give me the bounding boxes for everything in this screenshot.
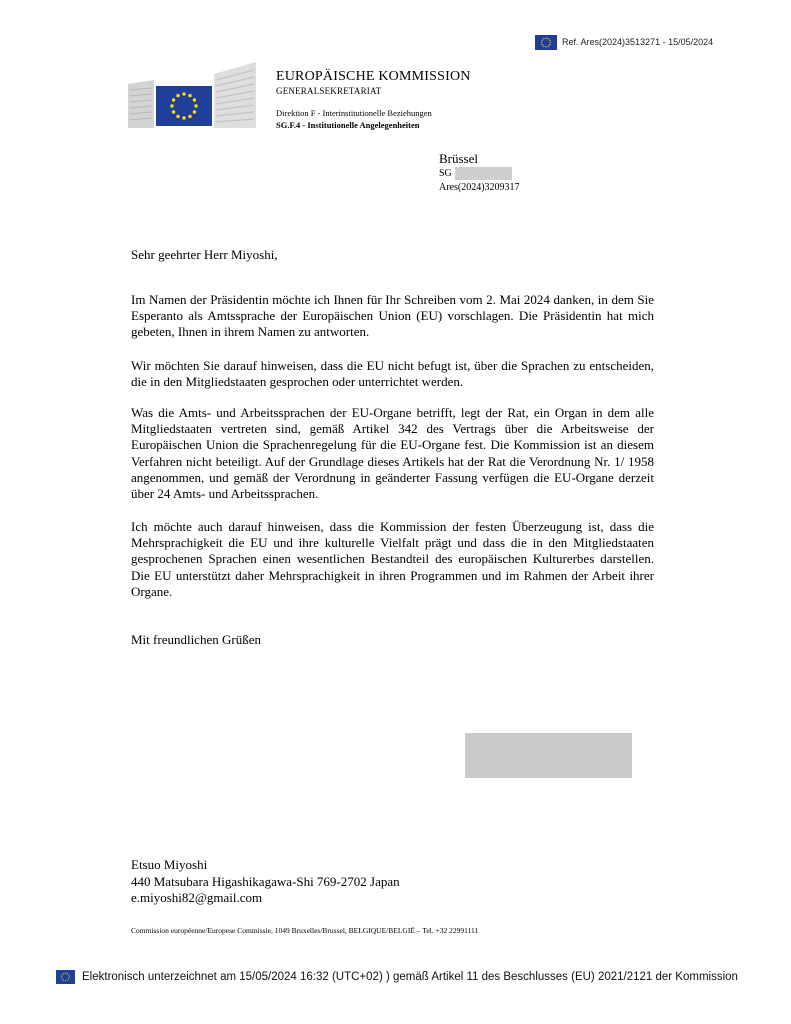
eu-flag-icon (56, 970, 75, 984)
directorate-name: Direktion F - Interinstitutionelle Beziehungen (276, 108, 432, 118)
signature-redaction-box (465, 733, 632, 778)
recipient-email: e.miyoshi82@gmail.com (131, 890, 263, 905)
body-paragraph: Im Namen der Präsidentin möchte ich Ihnen für Ihr Schreiben vom 2. Mai 2024 danken, in dem Sie Esperanto als Amtssprache der Europäischen Union (EU) vorschlagen. Die Präsidentin hat mich gebeten, Ihnen in ihrem Namen zu antworten. (131, 292, 654, 340)
reference-stamp: Ref. Ares(2024)3513271 - 15/05/2024 (562, 37, 714, 47)
salutation: Sehr geehrter Herr Miyoshi, (131, 247, 278, 262)
redaction-box (455, 167, 512, 180)
unit-name: SG.F.4 - Institutionelle Angelegenheiten (276, 120, 420, 130)
eu-flag-icon (535, 35, 557, 50)
body-paragraph: Was die Amts- und Arbeitssprachen der EU-Organe betrifft, legt der Rat, ein Organ in dem alle Mitgliedstaaten vertreten sind, gemäß Artikel 342 des Vertrags über die Arbeitsweise der Europäischen Union die Sprachenregelung für die EU-Organe fest. Die Kommission ist an diesem Verfahren nicht beteiligt. Auf der Grundlage dieses Artikels hat der Rat die Verordnung Nr. 1/ 1958 angenommen, und gemäß der Verordnung in geänderter Fassung verfügen die EU-Organe derzeit über 24 Amts- und Arbeitssprachen. (131, 405, 654, 502)
european-commission-logo-icon (128, 62, 258, 128)
recipient-address (131, 857, 400, 907)
body-paragraph: Ich möchte auch darauf hinweisen, dass die Kommission der festen Überzeugung ist, dass die Mehrsprachigkeit die EU und ihre kulturelle Vielfalt prägt und dass die in den Mitgliedstaaten gesprochenen Sprachen einen wesentlichen Bestandteil des europäischen Kulturerbes darstellen. Die EU unterstützt daher Mehrsprachigkeit in ihren Programmen und im Rahmen der Arbeit ihrer Organe. (131, 519, 654, 599)
sg-reference: SG (439, 168, 452, 179)
department-name: GENERALSEKRETARIAT (276, 86, 382, 96)
letter-place: Brüssel (439, 151, 478, 166)
footer-address: Commission européenne/Europese Commissie, 1049 Bruxelles/Brussel, BELGIQUE/BELGIË – Tel. +32 22991111 (131, 926, 479, 935)
ares-reference: Ares(2024)3209317 (439, 182, 520, 193)
recipient-name: Etsuo Miyoshi (131, 857, 208, 872)
closing: Mit freundlichen Grüßen (131, 632, 261, 647)
esignature-note: Elektronisch unterzeichnet am 15/05/2024 16:32 (UTC+02) ) gemäß Artikel 11 des Beschlusses (EU) 2021/2121 der Kommission (82, 971, 738, 983)
organisation-name: EUROPÄISCHE KOMMISSION (276, 69, 471, 84)
recipient-street: 440 Matsubara Higashikagawa-Shi 769-2702 Japan (131, 873, 400, 889)
body-paragraph: Wir möchten Sie darauf hinweisen, dass die EU nicht befugt ist, über die Sprachen zu entscheiden, die in den Mitgliedstaaten gesprochen oder unterrichtet werden. (131, 358, 654, 390)
